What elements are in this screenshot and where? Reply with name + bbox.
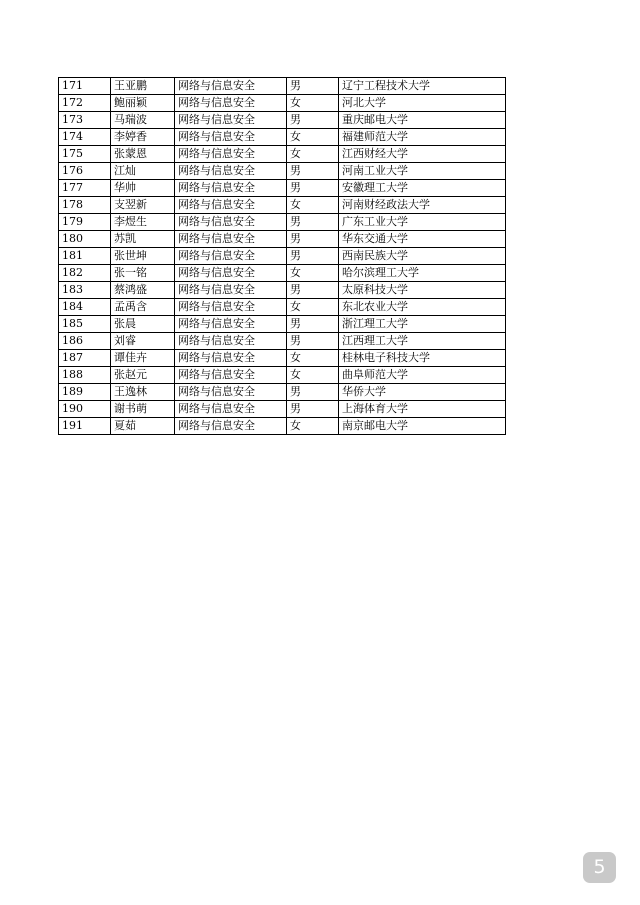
table-row [59, 282, 506, 299]
student-name-cell: 刘睿 [111, 333, 175, 350]
table-row [59, 146, 506, 163]
school-cell: 河南工业大学 [339, 163, 506, 180]
school-cell: 上海体育大学 [339, 401, 506, 418]
major-cell: 网络与信息安全 [175, 112, 287, 129]
row-number-cell: 188 [59, 367, 111, 384]
gender-cell: 男 [287, 282, 339, 299]
page-number-badge: 5 [583, 852, 616, 883]
student-name-cell: 王逸林 [111, 384, 175, 401]
major-cell: 网络与信息安全 [175, 401, 287, 418]
row-number-cell: 171 [59, 78, 111, 95]
student-name-cell: 支翌新 [111, 197, 175, 214]
major-cell: 网络与信息安全 [175, 129, 287, 146]
student-name-cell: 张一铭 [111, 265, 175, 282]
student-name-cell: 蔡鸿盛 [111, 282, 175, 299]
table-row [59, 316, 506, 333]
student-name-cell: 夏茹 [111, 418, 175, 435]
gender-cell: 女 [287, 367, 339, 384]
major-cell: 网络与信息安全 [175, 265, 287, 282]
gender-cell: 男 [287, 333, 339, 350]
gender-cell: 女 [287, 129, 339, 146]
student-roster-table [58, 77, 506, 435]
major-cell: 网络与信息安全 [175, 197, 287, 214]
gender-cell: 男 [287, 384, 339, 401]
school-cell: 华侨大学 [339, 384, 506, 401]
gender-cell: 男 [287, 316, 339, 333]
major-cell: 网络与信息安全 [175, 231, 287, 248]
student-name-cell: 张蒙恩 [111, 146, 175, 163]
school-cell: 东北农业大学 [339, 299, 506, 316]
major-cell: 网络与信息安全 [175, 146, 287, 163]
school-cell: 华东交通大学 [339, 231, 506, 248]
gender-cell: 女 [287, 197, 339, 214]
gender-cell: 男 [287, 231, 339, 248]
student-name-cell: 谢书萌 [111, 401, 175, 418]
student-name-cell: 李煜生 [111, 214, 175, 231]
gender-cell: 女 [287, 350, 339, 367]
table-row [59, 265, 506, 282]
row-number-cell: 176 [59, 163, 111, 180]
major-cell: 网络与信息安全 [175, 418, 287, 435]
row-number-cell: 175 [59, 146, 111, 163]
table-row [59, 248, 506, 265]
row-number-cell: 181 [59, 248, 111, 265]
school-cell: 广东工业大学 [339, 214, 506, 231]
school-cell: 河南财经政法大学 [339, 197, 506, 214]
school-cell: 辽宁工程技术大学 [339, 78, 506, 95]
gender-cell: 男 [287, 401, 339, 418]
row-number-cell: 183 [59, 282, 111, 299]
table-row [59, 401, 506, 418]
row-number-cell: 187 [59, 350, 111, 367]
student-name-cell: 张赵元 [111, 367, 175, 384]
gender-cell: 男 [287, 78, 339, 95]
row-number-cell: 189 [59, 384, 111, 401]
row-number-cell: 177 [59, 180, 111, 197]
row-number-cell: 191 [59, 418, 111, 435]
gender-cell: 男 [287, 180, 339, 197]
student-name-cell: 鲍丽颖 [111, 95, 175, 112]
table-row [59, 367, 506, 384]
major-cell: 网络与信息安全 [175, 333, 287, 350]
student-name-cell: 华帅 [111, 180, 175, 197]
table-row [59, 163, 506, 180]
school-cell: 桂林电子科技大学 [339, 350, 506, 367]
student-name-cell: 苏凯 [111, 231, 175, 248]
school-cell: 江西财经大学 [339, 146, 506, 163]
roster-table-body [59, 78, 506, 435]
school-cell: 太原科技大学 [339, 282, 506, 299]
school-cell: 安徽理工大学 [339, 180, 506, 197]
student-name-cell: 王亚鹏 [111, 78, 175, 95]
row-number-cell: 172 [59, 95, 111, 112]
row-number-cell: 190 [59, 401, 111, 418]
school-cell: 福建师范大学 [339, 129, 506, 146]
row-number-cell: 182 [59, 265, 111, 282]
table-row [59, 299, 506, 316]
major-cell: 网络与信息安全 [175, 282, 287, 299]
gender-cell: 男 [287, 248, 339, 265]
gender-cell: 男 [287, 112, 339, 129]
student-name-cell: 孟禹含 [111, 299, 175, 316]
row-number-cell: 186 [59, 333, 111, 350]
student-name-cell: 张晨 [111, 316, 175, 333]
major-cell: 网络与信息安全 [175, 214, 287, 231]
table-row [59, 95, 506, 112]
major-cell: 网络与信息安全 [175, 350, 287, 367]
row-number-cell: 179 [59, 214, 111, 231]
table-row [59, 180, 506, 197]
table-row [59, 78, 506, 95]
school-cell: 西南民族大学 [339, 248, 506, 265]
major-cell: 网络与信息安全 [175, 367, 287, 384]
row-number-cell: 180 [59, 231, 111, 248]
major-cell: 网络与信息安全 [175, 163, 287, 180]
school-cell: 河北大学 [339, 95, 506, 112]
student-name-cell: 张世坤 [111, 248, 175, 265]
row-number-cell: 173 [59, 112, 111, 129]
gender-cell: 女 [287, 418, 339, 435]
gender-cell: 女 [287, 265, 339, 282]
school-cell: 哈尔滨理工大学 [339, 265, 506, 282]
row-number-cell: 178 [59, 197, 111, 214]
major-cell: 网络与信息安全 [175, 95, 287, 112]
table-row [59, 197, 506, 214]
row-number-cell: 184 [59, 299, 111, 316]
table-row [59, 129, 506, 146]
student-name-cell: 马瑞波 [111, 112, 175, 129]
row-number-cell: 185 [59, 316, 111, 333]
student-name-cell: 李婷香 [111, 129, 175, 146]
school-cell: 江西理工大学 [339, 333, 506, 350]
row-number-cell: 174 [59, 129, 111, 146]
major-cell: 网络与信息安全 [175, 316, 287, 333]
table-row [59, 350, 506, 367]
gender-cell: 女 [287, 299, 339, 316]
major-cell: 网络与信息安全 [175, 384, 287, 401]
major-cell: 网络与信息安全 [175, 299, 287, 316]
student-name-cell: 谭佳卉 [111, 350, 175, 367]
table-row [59, 231, 506, 248]
major-cell: 网络与信息安全 [175, 180, 287, 197]
table-row [59, 214, 506, 231]
student-name-cell: 江灿 [111, 163, 175, 180]
school-cell: 曲阜师范大学 [339, 367, 506, 384]
school-cell: 重庆邮电大学 [339, 112, 506, 129]
school-cell: 浙江理工大学 [339, 316, 506, 333]
table-row [59, 333, 506, 350]
gender-cell: 女 [287, 95, 339, 112]
gender-cell: 女 [287, 146, 339, 163]
table-row [59, 418, 506, 435]
gender-cell: 男 [287, 163, 339, 180]
major-cell: 网络与信息安全 [175, 248, 287, 265]
major-cell: 网络与信息安全 [175, 78, 287, 95]
school-cell: 南京邮电大学 [339, 418, 506, 435]
table-row [59, 112, 506, 129]
gender-cell: 男 [287, 214, 339, 231]
table-row [59, 384, 506, 401]
